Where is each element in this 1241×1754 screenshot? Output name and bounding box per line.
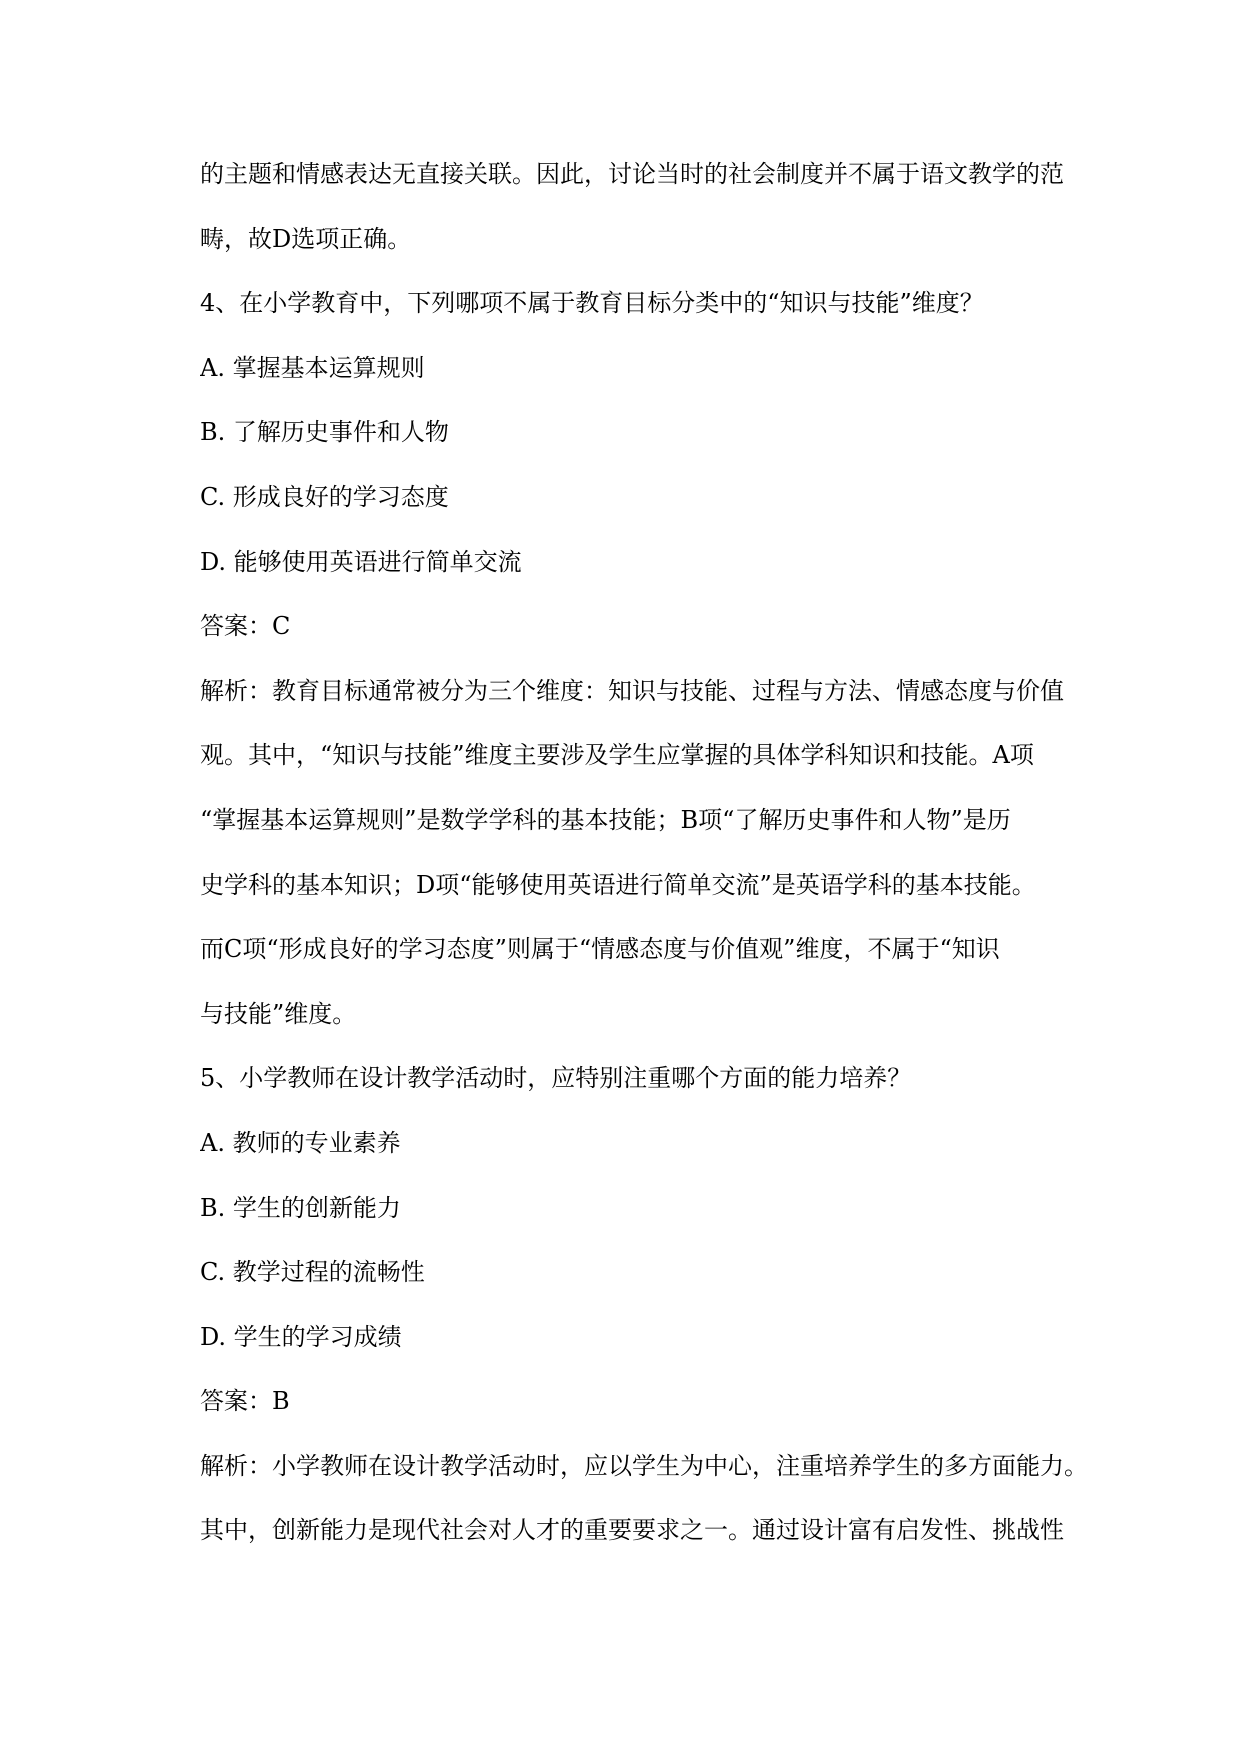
question-4-explanation: “掌握基本运算规则”是数学学科的基本技能；B项“了解历史事件和人物”是历 [200, 805, 1011, 834]
question-4-answer: 答案：C [200, 612, 291, 641]
question-5-stem: 5、小学教师在设计教学活动时，应特别注重哪个方面的能力培养？ [200, 1064, 912, 1093]
question-5-answer: 答案：B [200, 1387, 290, 1416]
question-5-option-d: D. 学生的学习成绩 [200, 1322, 402, 1351]
question-4-option-a: A. 掌握基本运算规则 [200, 353, 425, 382]
question-5-option-a: A. 教师的专业素养 [200, 1128, 401, 1157]
question-4-explanation: 而C项“形成良好的学习态度”则属于“情感态度与价值观”维度，不属于“知识 [200, 935, 1000, 964]
text-line: 的主题和情感表达无直接关联。因此，讨论当时的社会制度并不属于语文教学的范 [200, 160, 1064, 188]
question-4-explanation: 解析：教育目标通常被分为三个维度：知识与技能、过程与方法、情感态度与价值 [200, 676, 1064, 705]
question-4-stem: 4、在小学教育中，下列哪项不属于教育目标分类中的“知识与技能”维度？ [200, 289, 984, 318]
question-5-option-c: C. 教学过程的流畅性 [200, 1258, 425, 1287]
question-4-explanation: 与技能”维度。 [200, 999, 357, 1028]
document-body [200, 142, 1100, 1563]
question-4-explanation: 史学科的基本知识；D项“能够使用英语进行简单交流”是英语学科的基本技能。 [200, 870, 1036, 899]
question-5-option-b: B. 学生的创新能力 [200, 1193, 401, 1222]
question-4-option-c: C. 形成良好的学习态度 [200, 482, 449, 511]
question-4-explanation: 观。其中，“知识与技能”维度主要涉及学生应掌握的具体学科知识和技能。A项 [200, 741, 1034, 770]
text-line: 畴，故D选项正确。 [200, 224, 412, 253]
question-5-explanation: 其中，创新能力是现代社会对人才的重要要求之一。通过设计富有启发性、挑战性 [200, 1516, 1064, 1545]
question-4-option-b: B. 了解历史事件和人物 [200, 418, 449, 447]
question-4-option-d: D. 能够使用英语进行简单交流 [200, 547, 522, 576]
question-5-explanation: 解析：小学教师在设计教学活动时，应以学生为中心，注重培养学生的多方面能力。 [200, 1451, 1088, 1480]
